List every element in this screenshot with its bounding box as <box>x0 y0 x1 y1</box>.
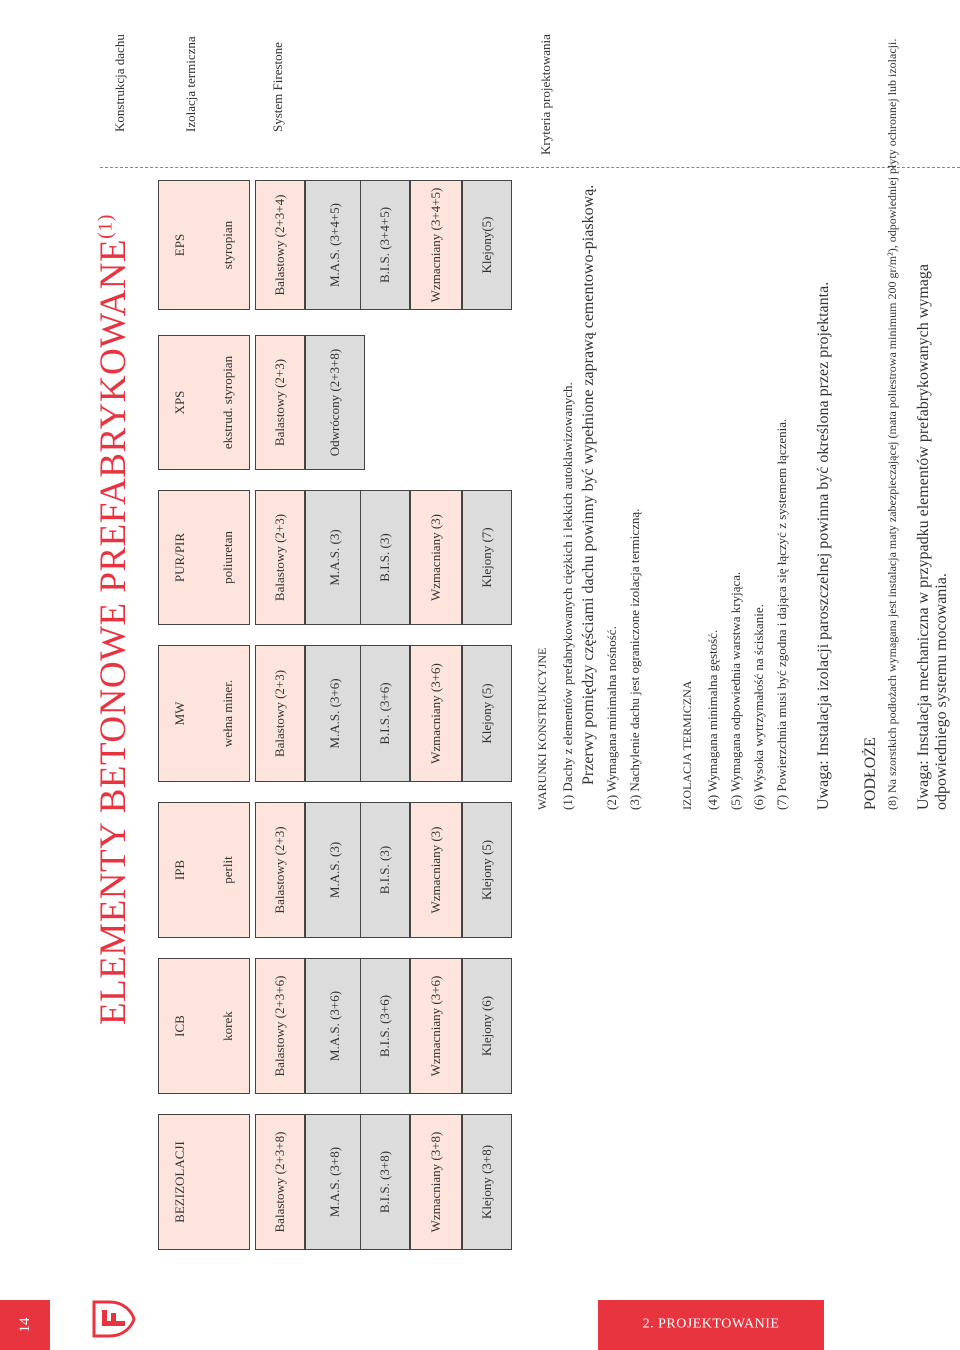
system-label: B.I.S. (3+6) <box>377 994 393 1058</box>
system-label: M.A.S. (3) <box>327 841 343 899</box>
page-number: 14 <box>0 1300 50 1350</box>
label-thermal-insulation: Izolacja termiczna <box>183 36 198 132</box>
material-description: korek <box>220 1011 236 1041</box>
system-label: Wzmacniany (3+6) <box>428 975 444 1077</box>
system-cell <box>305 335 365 470</box>
system-cell <box>305 490 365 625</box>
system-label: Balastowy (2+3+6) <box>272 975 288 1077</box>
note-6: (6) Wysoka wytrzymałość na ściskanie. <box>751 604 766 810</box>
system-cell <box>255 1114 305 1250</box>
material-name: BEZIZOLACJI <box>172 1141 187 1223</box>
heading-substrate: PODŁOŻE <box>862 737 879 810</box>
system-cell <box>360 958 410 1094</box>
system-label: Wzmacniany (3+8) <box>428 1131 444 1233</box>
material-name: EPS <box>172 233 187 257</box>
system-cell <box>255 490 305 625</box>
system-label: B.I.S. (3) <box>377 845 393 895</box>
material-cell <box>158 802 250 938</box>
label-roof-construction: Konstrukcja dachu <box>112 34 127 132</box>
material-description: ekstrud. styropian <box>220 355 236 450</box>
system-cell <box>360 645 410 782</box>
system-cell <box>360 1114 410 1250</box>
system-cell <box>255 180 305 310</box>
system-cell <box>410 802 462 938</box>
system-label: Wzmacniany (3+4+5) <box>428 187 444 303</box>
heading-thermal: IZOLACJA TERMICZNA <box>680 680 694 810</box>
system-label: Klejony(5) <box>479 216 495 274</box>
material-cell <box>158 335 250 470</box>
heading-structural: WARUNKI KONSTRUKCYJNE <box>535 647 549 810</box>
system-label: Wzmacniany (3+6) <box>428 663 444 764</box>
material-cell <box>158 645 250 782</box>
note-8: (8) Na szorstkich podłożach wymagana jest instalacja maty zabezpieczającej (mata poliestrowa minimum 200 gr/m²), odpowiedniej płyty ochronnej lub izolacji. <box>885 38 899 810</box>
material-cell <box>158 1114 250 1250</box>
section-title: 2. PROJEKTOWANIE <box>642 1316 780 1332</box>
system-label: B.I.S. (3+6) <box>377 682 393 745</box>
note-1: (1) Dachy z elementów prefabrykowanych ciężkich i lekkich autoklawizowanych. <box>560 382 575 810</box>
system-cell <box>462 1114 512 1250</box>
label-firestone-system: System Firestone <box>270 42 285 132</box>
system-cell <box>255 958 305 1094</box>
dashed-separator <box>100 167 960 168</box>
material-cell <box>158 490 250 625</box>
system-cell <box>410 1114 462 1250</box>
firestone-logo-icon <box>90 1298 136 1340</box>
system-label: Odwrócony (2+3+8) <box>327 348 343 457</box>
material-description: wełna miner. <box>220 679 236 748</box>
material-description: perlit <box>220 856 236 884</box>
system-label: Wzmacniany (3) <box>428 514 444 601</box>
system-label: B.I.S. (3+4+5) <box>377 206 393 284</box>
page-title: ELEMENTY BETONOWE PREFABRYKOWANE$^{(1)}$ <box>93 214 134 1025</box>
system-cell <box>462 802 512 938</box>
material-cell <box>158 180 250 310</box>
system-cell <box>255 802 305 938</box>
system-label: M.A.S. (3+8) <box>327 1146 343 1218</box>
system-label: Wzmacniany (3) <box>428 826 444 914</box>
system-cell <box>305 180 365 310</box>
material-name: PUR/PIR <box>172 532 187 583</box>
system-label: B.I.S. (3+8) <box>377 1150 393 1214</box>
note-2: (2) Wymagana minimalna nośność. <box>604 626 619 810</box>
system-label: Balastowy (2+3) <box>272 826 288 914</box>
material-description: styropian <box>220 220 236 270</box>
system-label: Balastowy (2+3+8) <box>272 1131 288 1233</box>
system-cell <box>410 645 462 782</box>
note-5: (5) Wymagana odpowiednia warstwa kryjąca. <box>728 571 743 810</box>
material-name: MW <box>172 701 187 726</box>
note-3: (3) Nachylenie dachu jest ograniczone izolacja termiczną. <box>627 508 642 810</box>
note-1b: Przerwy pomiędzy częściami dachu powinny być wypełnione zaprawą cementowo-piaskową. <box>580 184 597 785</box>
note-7: (7) Powierzchnia musi być zgodna i dająca się łączyć z systemem łączenia. <box>774 418 789 810</box>
system-cell <box>255 645 305 782</box>
material-name: XPS <box>172 390 187 415</box>
system-cell <box>462 490 512 625</box>
system-cell <box>305 958 365 1094</box>
system-label: Balastowy (2+3+4) <box>272 194 288 296</box>
material-name: IPB <box>172 859 187 881</box>
system-label: Klejony (3+8) <box>479 1144 495 1220</box>
system-cell <box>462 645 512 782</box>
system-cell <box>305 1114 365 1250</box>
material-name: ICB <box>172 1015 187 1037</box>
system-cell <box>305 645 365 782</box>
label-design-criteria: Kryteria projektowania <box>538 34 553 155</box>
material-cell <box>158 958 250 1094</box>
system-label: Klejony (5) <box>479 683 495 744</box>
system-label: Klejony (6) <box>479 995 495 1057</box>
system-label: M.A.S. (3) <box>327 529 343 586</box>
system-cell <box>305 802 365 938</box>
system-cell <box>410 958 462 1094</box>
system-label: Balastowy (2+3) <box>272 358 288 447</box>
section-band <box>598 1300 824 1350</box>
system-label: M.A.S. (3+6) <box>327 990 343 1062</box>
system-cell <box>360 180 410 310</box>
note-4: (4) Wymagana minimalna gęstość. <box>705 629 720 810</box>
system-label: Klejony (5) <box>479 839 495 901</box>
system-label: Balastowy (2+3) <box>272 669 288 758</box>
material-description: poliuretan <box>220 531 236 584</box>
system-cell <box>255 335 305 470</box>
note-uwaga-1: Uwaga: Instalacja izolacji paroszczelnej powinna być określona przez projektanta. <box>815 281 832 810</box>
note-uwaga-2b: odpowiedniego systemu mocowania. <box>933 573 950 810</box>
system-label: Klejony (7) <box>479 527 495 588</box>
system-label: M.A.S. (3+6) <box>327 678 343 749</box>
system-cell <box>462 180 512 310</box>
system-cell <box>360 490 410 625</box>
system-cell <box>410 490 462 625</box>
system-label: M.A.S. (3+4+5) <box>327 203 343 287</box>
system-cell <box>462 958 512 1094</box>
system-cell <box>360 802 410 938</box>
system-label: Balastowy (2+3) <box>272 513 288 602</box>
system-label: B.I.S. (3) <box>377 533 393 582</box>
note-uwaga-2a: Uwaga: Instalacja mechaniczna w przypadku elementów prefabrykowanych wymaga <box>915 264 932 810</box>
system-cell <box>410 180 462 310</box>
